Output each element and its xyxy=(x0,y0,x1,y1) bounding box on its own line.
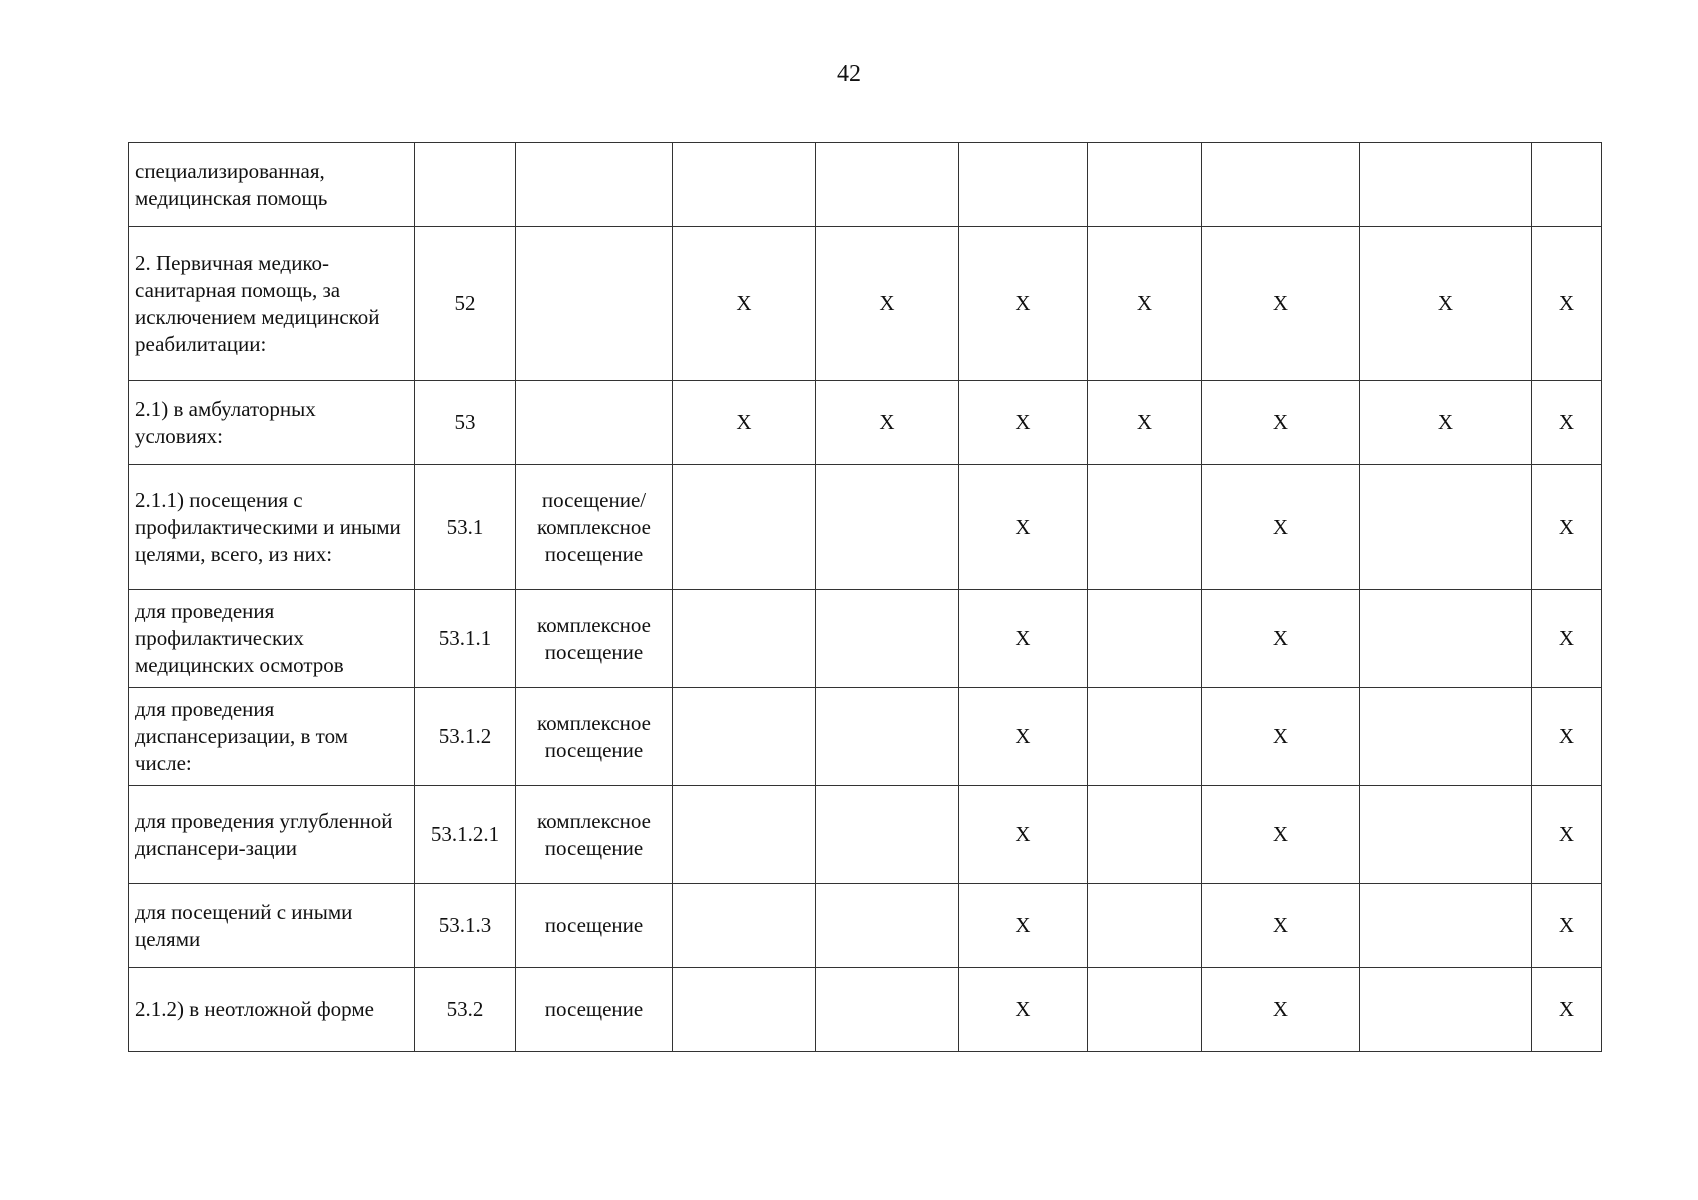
value-cell: X xyxy=(959,968,1088,1052)
table-row xyxy=(129,688,1602,786)
value-cell: X xyxy=(959,465,1088,590)
unit-cell xyxy=(516,143,673,227)
row-name-cell: 2. Первичная медико-санитарная помощь, за исключением медицинской реабилитации: xyxy=(129,227,415,381)
value-cell: X xyxy=(959,590,1088,688)
value-cell: X xyxy=(959,786,1088,884)
value-cell xyxy=(673,968,816,1052)
row-number-cell: 53.1 xyxy=(415,465,516,590)
value-cell: X xyxy=(1088,381,1202,465)
value-cell xyxy=(1360,786,1532,884)
value-cell: X xyxy=(1532,465,1602,590)
table-row xyxy=(129,968,1602,1052)
value-cell: X xyxy=(1532,688,1602,786)
value-cell xyxy=(1088,968,1202,1052)
services-table xyxy=(128,142,1602,1052)
row-name-cell: для проведения углубленной диспансери-зации xyxy=(129,786,415,884)
value-cell xyxy=(1360,688,1532,786)
value-cell xyxy=(1360,143,1532,227)
value-cell xyxy=(1360,465,1532,590)
page-number: 42 xyxy=(837,61,861,87)
value-cell xyxy=(816,465,959,590)
value-cell: X xyxy=(816,381,959,465)
value-cell xyxy=(816,143,959,227)
row-name-cell: для проведения профилактических медицинских осмотров xyxy=(129,590,415,688)
table-row xyxy=(129,786,1602,884)
value-cell xyxy=(673,688,816,786)
row-number-cell: 53.1.2.1 xyxy=(415,786,516,884)
value-cell xyxy=(673,786,816,884)
value-cell xyxy=(1088,688,1202,786)
value-cell: X xyxy=(1360,227,1532,381)
unit-cell xyxy=(516,381,673,465)
value-cell: X xyxy=(1088,227,1202,381)
value-cell xyxy=(673,465,816,590)
row-number-cell: 53.1.1 xyxy=(415,590,516,688)
value-cell xyxy=(1202,143,1360,227)
value-cell xyxy=(816,786,959,884)
value-cell: X xyxy=(1202,688,1360,786)
unit-cell xyxy=(516,227,673,381)
row-name-cell: 2.1.1) посещения с профилактическими и иными целями, всего, из них: xyxy=(129,465,415,590)
row-name-cell: 2.1) в амбулаторных условиях: xyxy=(129,381,415,465)
value-cell xyxy=(1360,968,1532,1052)
value-cell xyxy=(1088,143,1202,227)
value-cell: X xyxy=(673,381,816,465)
value-cell xyxy=(1088,786,1202,884)
value-cell xyxy=(1088,590,1202,688)
unit-cell: посещение xyxy=(516,968,673,1052)
value-cell xyxy=(1088,884,1202,968)
value-cell xyxy=(673,590,816,688)
value-cell: X xyxy=(959,688,1088,786)
table-row xyxy=(129,381,1602,465)
row-number-cell: 53.1.2 xyxy=(415,688,516,786)
value-cell xyxy=(959,143,1088,227)
value-cell: X xyxy=(1532,968,1602,1052)
value-cell: X xyxy=(1532,590,1602,688)
row-number-cell: 52 xyxy=(415,227,516,381)
table-row xyxy=(129,884,1602,968)
row-name-cell: специализированная, медицинская помощь xyxy=(129,143,415,227)
unit-cell: посещение/ комплексное посещение xyxy=(516,465,673,590)
row-name-cell: для посещений с иными целями xyxy=(129,884,415,968)
unit-cell: посещение xyxy=(516,884,673,968)
value-cell: X xyxy=(959,381,1088,465)
value-cell: X xyxy=(1532,884,1602,968)
value-cell: X xyxy=(673,227,816,381)
value-cell xyxy=(816,590,959,688)
value-cell xyxy=(816,968,959,1052)
value-cell: X xyxy=(1532,381,1602,465)
value-cell: X xyxy=(959,884,1088,968)
row-name-cell: 2.1.2) в неотложной форме xyxy=(129,968,415,1052)
value-cell xyxy=(1088,465,1202,590)
value-cell: X xyxy=(816,227,959,381)
unit-cell: комплексное посещение xyxy=(516,786,673,884)
table-row xyxy=(129,465,1602,590)
row-number-cell: 53.1.3 xyxy=(415,884,516,968)
value-cell xyxy=(673,143,816,227)
value-cell: X xyxy=(1532,786,1602,884)
value-cell: X xyxy=(959,227,1088,381)
value-cell: X xyxy=(1202,968,1360,1052)
table-row xyxy=(129,590,1602,688)
row-name-cell: для проведения диспансеризации, в том числе: xyxy=(129,688,415,786)
row-number-cell: 53.2 xyxy=(415,968,516,1052)
value-cell xyxy=(816,688,959,786)
value-cell: X xyxy=(1202,227,1360,381)
value-cell xyxy=(816,884,959,968)
value-cell xyxy=(1360,884,1532,968)
unit-cell: комплексное посещение xyxy=(516,590,673,688)
table-row xyxy=(129,227,1602,381)
table-row xyxy=(129,143,1602,227)
value-cell: X xyxy=(1202,381,1360,465)
unit-cell: комплексное посещение xyxy=(516,688,673,786)
value-cell xyxy=(1360,590,1532,688)
value-cell xyxy=(673,884,816,968)
value-cell xyxy=(1532,143,1602,227)
value-cell: X xyxy=(1202,884,1360,968)
table-body xyxy=(129,143,1602,1052)
value-cell: X xyxy=(1532,227,1602,381)
value-cell: X xyxy=(1202,465,1360,590)
row-number-cell: 53 xyxy=(415,381,516,465)
row-number-cell xyxy=(415,143,516,227)
value-cell: X xyxy=(1360,381,1532,465)
value-cell: X xyxy=(1202,786,1360,884)
value-cell: X xyxy=(1202,590,1360,688)
